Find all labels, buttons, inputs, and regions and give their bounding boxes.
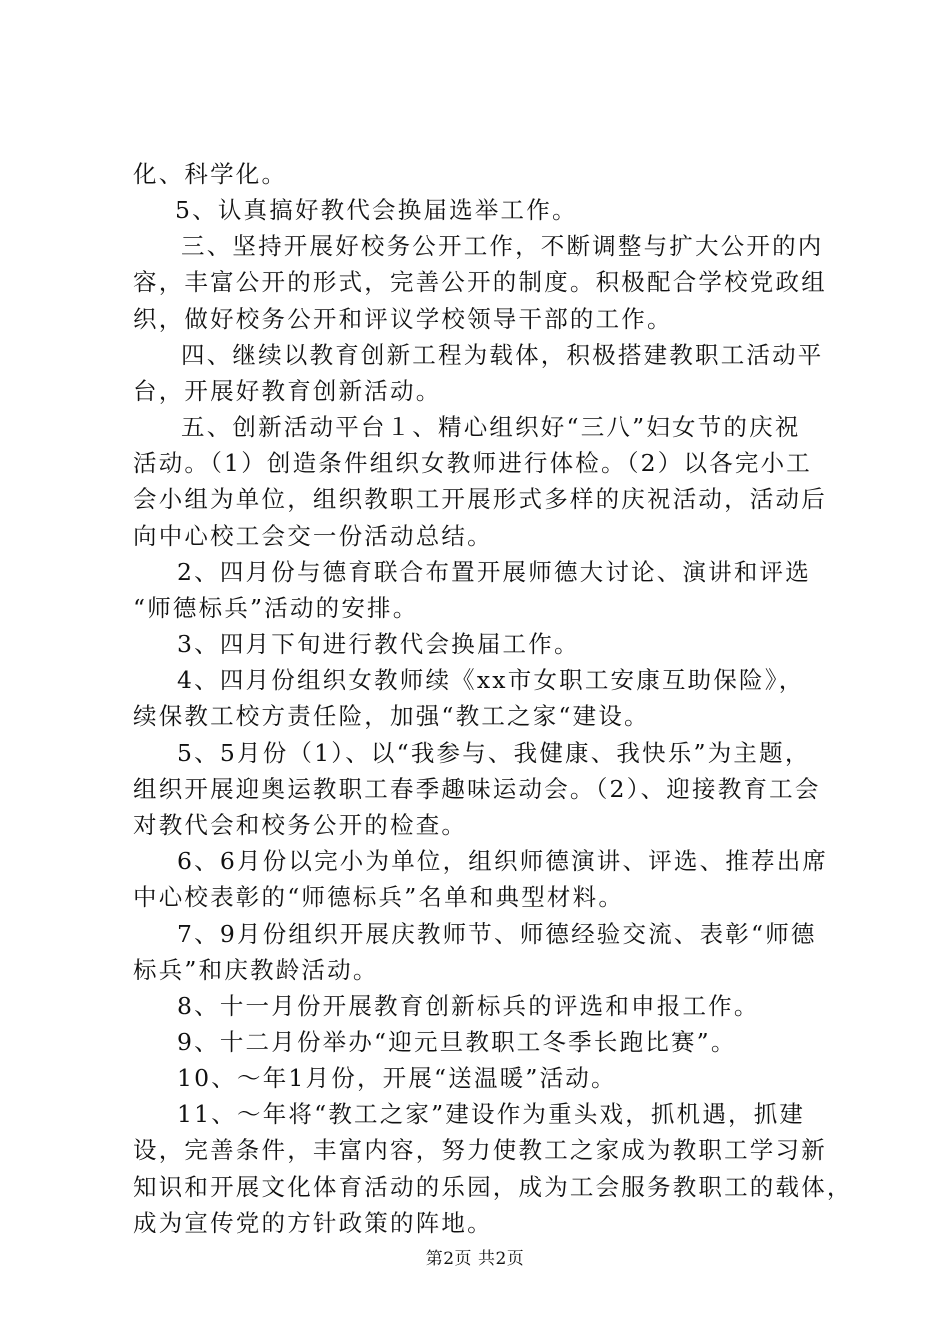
text-line: 活动。（1）创造条件组织女教师进行体检。（2）以各完小工 (133, 449, 813, 477)
text-line: 设，完善条件，丰富内容，努力使教工之家成为教职工学习新 (133, 1136, 827, 1164)
text-line: 向中心校工会交一份活动总结。 (133, 522, 493, 550)
text-line: 四、继续以教育创新工程为载体，积极搭建教职工活动平 (181, 341, 824, 369)
text-line: 6、6月份以完小为单位，组织师德演讲、评选、推荐出席 (177, 847, 829, 875)
text-line: 织，做好校务公开和评议学校领导干部的工作。 (133, 305, 673, 333)
text-line: 中心校表彰的“师德标兵”名单和典型材料。 (133, 883, 625, 911)
text-line: 8、十一月份开展教育创新标兵的评选和申报工作。 (177, 992, 760, 1020)
text-line: 知识和开展文化体育活动的乐园，成为工会服务教职工的载体， (133, 1173, 853, 1201)
text-line: 台，开展好教育创新活动。 (133, 377, 442, 405)
text-line: 7、9月份组织开展庆教师节、师德经验交流、表彰“师德 (177, 920, 817, 948)
text-line: 5、认真搞好教代会换届选举工作。 (175, 196, 578, 224)
text-line: 9、十二月份举办“迎元旦教职工冬季长跑比赛”。 (177, 1028, 737, 1056)
text-line: 11、～年将“教工之家”建设作为重头戏，抓机遇，抓建 (177, 1100, 806, 1128)
text-line: 三、坚持开展好校务公开工作，不断调整与扩大公开的内 (181, 232, 824, 260)
text-line: 续保教工校方责任险，加强“教工之家“建设。 (133, 702, 650, 730)
text-line: 对教代会和校务公开的检查。 (133, 811, 468, 839)
text-line: 组织开展迎奥运教职工春季趣味运动会。（2）、迎接教育工会 (133, 775, 821, 803)
text-line: 化、科学化。 (133, 160, 288, 188)
text-line: 成为宣传党的方针政策的阵地。 (133, 1209, 493, 1237)
text-line: 五、创新活动平台１、精心组织好“三八”妇女节的庆祝 (181, 413, 801, 441)
text-line: 5、5月份（1）、以“我参与、我健康、我快乐”为主题， (177, 739, 811, 767)
page-number-footer: 第2页 共2页 (425, 1249, 525, 1269)
text-line: “师德标兵”活动的安排。 (133, 594, 419, 622)
text-line: 4、四月份组织女教师续《xx市女职工安康互助保险》， (177, 666, 805, 694)
text-line: 标兵”和庆教龄活动。 (133, 956, 379, 984)
text-line: 3、四月下旬进行教代会换届工作。 (177, 630, 580, 658)
text-line: 容，丰富公开的形式，完善公开的制度。积极配合学校党政组 (133, 268, 827, 296)
text-line: 会小组为单位，组织教职工开展形式多样的庆祝活动，活动后 (133, 485, 827, 513)
text-line: 10、～年1月份，开展“送温暖”活动。 (177, 1064, 617, 1092)
text-line: 2、四月份与德育联合布置开展师德大讨论、演讲和评选 (177, 558, 811, 586)
